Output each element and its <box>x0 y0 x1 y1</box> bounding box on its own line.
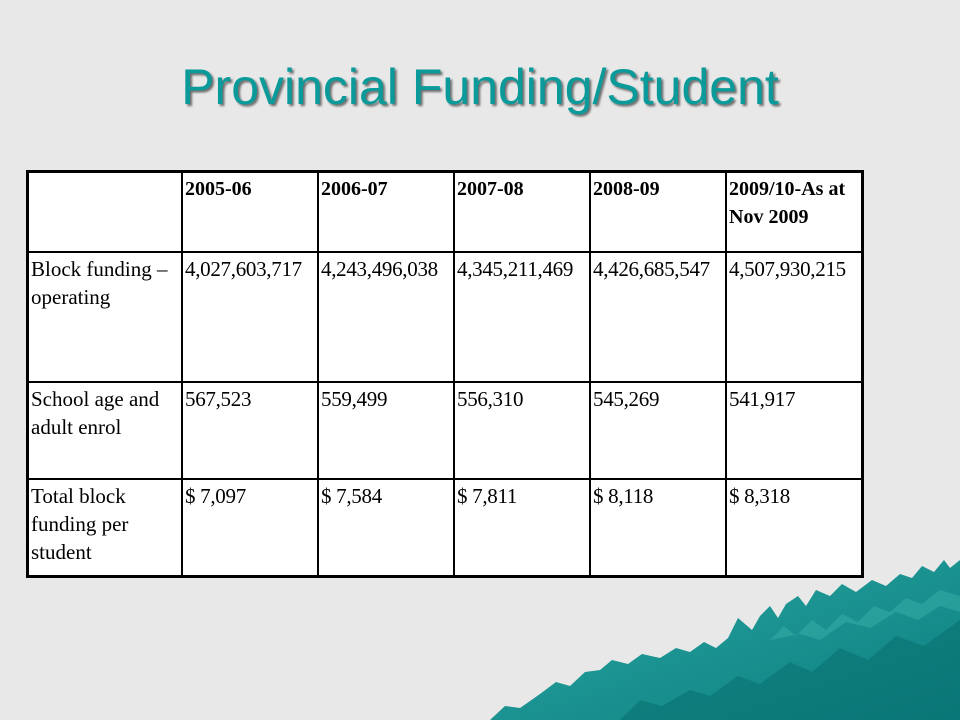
header-cell <box>28 172 182 252</box>
header-cell: 2009/10-As at Nov 2009 <box>726 172 862 252</box>
table-header-row <box>28 172 862 252</box>
table-row <box>28 382 862 479</box>
table-cell: 4,027,603,717 <box>182 252 318 382</box>
table-cell: $ 7,097 <box>182 479 318 576</box>
table-cell: 4,426,685,547 <box>590 252 726 382</box>
funding-table-container <box>26 170 862 578</box>
header-cell: 2005-06 <box>182 172 318 252</box>
header-cell: 2007-08 <box>454 172 590 252</box>
table-cell: 4,507,930,215 <box>726 252 862 382</box>
table-cell: 559,499 <box>318 382 454 479</box>
table-cell: $ 8,118 <box>590 479 726 576</box>
table-cell: $ 8,318 <box>726 479 862 576</box>
table-cell: 4,243,496,038 <box>318 252 454 382</box>
header-cell: 2006-07 <box>318 172 454 252</box>
table-cell: $ 7,811 <box>454 479 590 576</box>
table-cell: $ 7,584 <box>318 479 454 576</box>
table-cell: 4,345,211,469 <box>454 252 590 382</box>
table-cell: 556,310 <box>454 382 590 479</box>
row-label: Total block funding per student <box>28 479 182 576</box>
funding-table <box>26 170 864 578</box>
table-row <box>28 252 862 382</box>
row-label: School age and adult enrol <box>28 382 182 479</box>
table-cell: 567,523 <box>182 382 318 479</box>
table-row <box>28 479 862 576</box>
table-cell: 545,269 <box>590 382 726 479</box>
slide-title: Provincial Funding/Student <box>181 59 779 115</box>
header-cell: 2008-09 <box>590 172 726 252</box>
row-label: Block funding – operating <box>28 252 182 382</box>
table-cell: 541,917 <box>726 382 862 479</box>
